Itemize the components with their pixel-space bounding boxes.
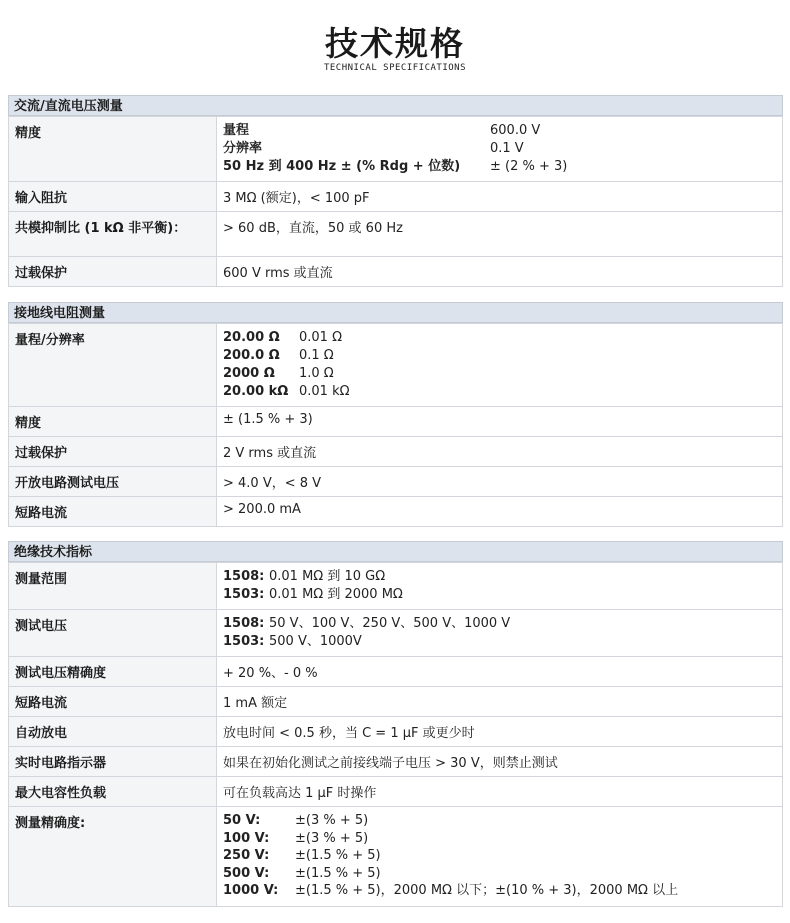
spec-label: 测试电压精确度 [9, 657, 217, 687]
spec-value [217, 563, 783, 610]
spec-value: 放电时间 < 0.5 秒，当 C = 1 μF 或更少时 [217, 717, 783, 747]
table-row [9, 407, 783, 437]
table-row [9, 687, 783, 717]
accuracy-item: ±(1.5 % + 5) [295, 848, 381, 863]
spec-label: 自动放电 [9, 717, 217, 747]
range-item: 20.00 Ω [223, 330, 280, 345]
table-row [9, 257, 783, 287]
spec-value: > 200.0 mA [217, 497, 783, 527]
table-row [9, 497, 783, 527]
accuracy-value: ± (2 % + 3) [490, 159, 568, 174]
spec-value: 如果在初始化测试之前接线端子电压 > 30 V，则禁止测试 [217, 747, 783, 777]
table-row [9, 777, 783, 807]
model-value: 500 V、1000V [269, 634, 362, 649]
spec-value: 可在负载高达 1 μF 时操作 [217, 777, 783, 807]
resolution-label: 分辨率 [223, 141, 263, 156]
spec-value: ± (1.5 % + 3) [217, 407, 783, 437]
voltage-item: 1000 V: [223, 883, 279, 898]
table-row [9, 657, 783, 687]
section-ac-dc [8, 95, 783, 287]
spec-label: 量程/分辨率 [9, 324, 217, 407]
voltage-item: 100 V: [223, 830, 270, 846]
spec-label: 短路电流 [9, 497, 217, 527]
table-row [9, 563, 783, 610]
accuracy-item: ±(1.5 % + 5) [295, 865, 381, 881]
spec-label: 过载保护 [9, 257, 217, 287]
spec-label: 过载保护 [9, 437, 217, 467]
spec-label: 精度 [9, 407, 217, 437]
resolution-item: 0.01 Ω [299, 330, 343, 345]
spec-value [217, 324, 783, 407]
page-title: 技术规格 [325, 24, 465, 63]
table-row [9, 182, 783, 212]
spec-label: 开放电路测试电压 [9, 467, 217, 497]
section-header: 绝缘技术指标 [8, 541, 783, 562]
range-label: 量程 [223, 123, 250, 138]
table-row [9, 117, 783, 182]
spec-label: 测量范围 [9, 563, 217, 610]
spec-value [217, 807, 783, 907]
spec-label: 输入阻抗 [9, 182, 217, 212]
model-value: 0.01 MΩ 到 2000 MΩ [269, 587, 403, 602]
model-label: 1508: [223, 616, 265, 631]
spec-value: 1 mA 额定 [217, 687, 783, 717]
resolution-value: 0.1 V [490, 141, 524, 156]
accuracy-condition: 50 Hz 到 400 Hz ± (% Rdg + 位数) [223, 159, 461, 174]
spec-value: 2 V rms 或直流 [217, 437, 783, 467]
resolution-item: 0.01 kΩ [299, 384, 350, 399]
model-value: 0.01 MΩ 到 10 GΩ [269, 569, 386, 584]
section-header: 接地线电阻测量 [8, 302, 783, 323]
spec-label: 实时电路指示器 [9, 747, 217, 777]
model-label: 1508: [223, 569, 265, 584]
table-row [9, 324, 783, 407]
voltage-item: 500 V: [223, 865, 270, 881]
section-insulation [8, 541, 783, 907]
resolution-item: 1.0 Ω [299, 366, 334, 381]
accuracy-item: ±(3 % + 5) [295, 813, 369, 828]
spec-table [8, 562, 783, 907]
table-row [9, 610, 783, 657]
spec-value: 600 V rms 或直流 [217, 257, 783, 287]
spec-value: > 60 dB，直流，50 或 60 Hz [217, 212, 783, 257]
spec-value: 3 MΩ (额定)，< 100 pF [217, 182, 783, 212]
table-row [9, 807, 783, 907]
spec-value [217, 117, 783, 182]
resolution-item: 0.1 Ω [299, 348, 334, 363]
spec-value: > 4.0 V，< 8 V [217, 467, 783, 497]
table-row [9, 212, 783, 257]
spec-label: 精度 [9, 117, 217, 182]
section-header: 交流/直流电压测量 [8, 95, 783, 116]
table-row [9, 747, 783, 777]
table-row [9, 467, 783, 497]
table-row [9, 717, 783, 747]
spec-value [217, 610, 783, 657]
spec-label: 测量精确度: [9, 807, 217, 907]
model-label: 1503: [223, 634, 265, 649]
spec-table [8, 323, 783, 527]
model-value: 50 V、100 V、250 V、500 V、1000 V [269, 616, 511, 631]
page-subtitle: TECHNICAL SPECIFICATIONS [323, 63, 467, 73]
spec-label: 最大电容性负载 [9, 777, 217, 807]
accuracy-item: ±(1.5 % + 5)，2000 MΩ 以下；±(10 % + 3)，2000 MΩ 以上 [295, 883, 679, 898]
range-value: 600.0 V [490, 123, 541, 138]
spec-label: 测试电压 [9, 610, 217, 657]
voltage-item: 50 V: [223, 813, 261, 828]
section-ground [8, 302, 783, 527]
table-row [9, 437, 783, 467]
spec-label: 短路电流 [9, 687, 217, 717]
spec-value: + 20 %、- 0 % [217, 657, 783, 687]
model-label: 1503: [223, 587, 265, 602]
range-item: 2000 Ω [223, 366, 275, 381]
range-item: 200.0 Ω [223, 348, 280, 363]
spec-label: 共模抑制比 (1 kΩ 非平衡)： [9, 212, 217, 257]
voltage-item: 250 V: [223, 848, 270, 863]
range-item: 20.00 kΩ [223, 384, 289, 399]
spec-table [8, 116, 783, 287]
accuracy-item: ±(3 % + 5) [295, 830, 369, 846]
